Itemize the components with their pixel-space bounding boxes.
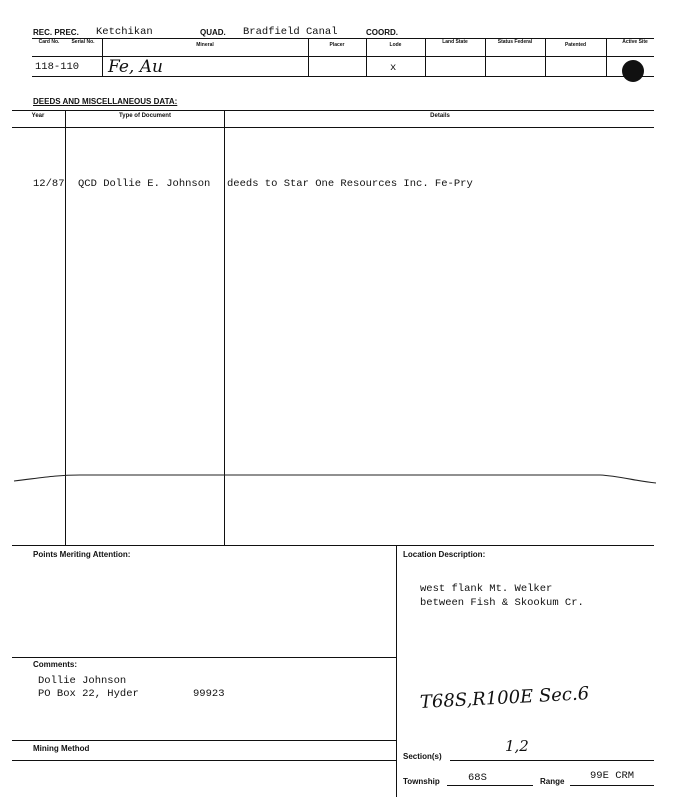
rec-prec-value: Ketchikan: [96, 26, 153, 38]
col-land-state: Land State: [442, 39, 468, 45]
location-line-2: between Fish & Skookum Cr.: [420, 597, 584, 609]
location-handwritten: T68S,R100E Sec.6: [419, 683, 590, 713]
active-site-dot: [622, 60, 644, 82]
mining-method-rule-bottom: [12, 760, 396, 761]
township-value: 68S: [468, 772, 487, 784]
comments-zip: 99923: [193, 688, 225, 700]
location-line-1: west flank Mt. Welker: [420, 583, 553, 595]
deed-details: deeds to Star One Resources Inc. Fe-Pry: [227, 178, 473, 190]
mineral-handwritten: Fe, Au: [108, 57, 163, 77]
col-patented: Patented: [564, 42, 587, 48]
deed-type: QCD Dollie E. Johnson: [78, 178, 211, 190]
section-value: 1,2: [505, 737, 529, 755]
deed-year: 12/87: [33, 178, 65, 190]
card-serial-value: 118-110: [35, 61, 80, 73]
mining-method-rule-top: [12, 740, 396, 741]
col-card-no: Card No.: [38, 39, 60, 45]
deeds-header-rule: [12, 127, 654, 128]
comments-rule: [12, 657, 396, 658]
section-label: Section(s): [403, 752, 442, 761]
bottom-top-rule: [12, 545, 654, 546]
deeds-top-rule: [12, 110, 654, 111]
points-meriting-label: Points Meriting Attention:: [33, 550, 131, 559]
range-label: Range: [540, 777, 565, 786]
comments-line-2: PO Box 22, Hyder: [38, 688, 139, 700]
quad-value: Bradfield Canal: [243, 26, 338, 38]
range-value: 99E CRM: [590, 770, 635, 782]
col-active-site: Active Site: [622, 39, 648, 45]
col-status-federal: Status Federal: [497, 39, 533, 45]
mining-method-label: Mining Method: [33, 744, 90, 753]
comments-line-1: Dollie Johnson: [38, 675, 127, 687]
comments-label: Comments:: [33, 660, 78, 669]
col-lode: Lode: [389, 42, 402, 48]
rec-prec-label: REC. PREC.: [33, 28, 79, 37]
col-serial-no: Serial No.: [71, 39, 95, 45]
deeds-col-details: Details: [430, 113, 450, 119]
coord-label: COORD.: [366, 28, 398, 37]
township-label: Township: [403, 777, 440, 786]
deeds-col-type: Type of Document: [119, 113, 171, 119]
quad-label: QUAD.: [200, 28, 226, 37]
deeds-title: DEEDS AND MISCELLANEOUS DATA:: [33, 97, 178, 106]
location-label: Location Description:: [403, 550, 486, 559]
col-mineral: Mineral: [196, 42, 214, 48]
header-rule: [32, 38, 654, 39]
fold-line: [0, 465, 678, 495]
deeds-col-year: Year: [31, 113, 45, 119]
lode-mark: x: [390, 62, 397, 74]
col-placer: Placer: [329, 42, 345, 48]
